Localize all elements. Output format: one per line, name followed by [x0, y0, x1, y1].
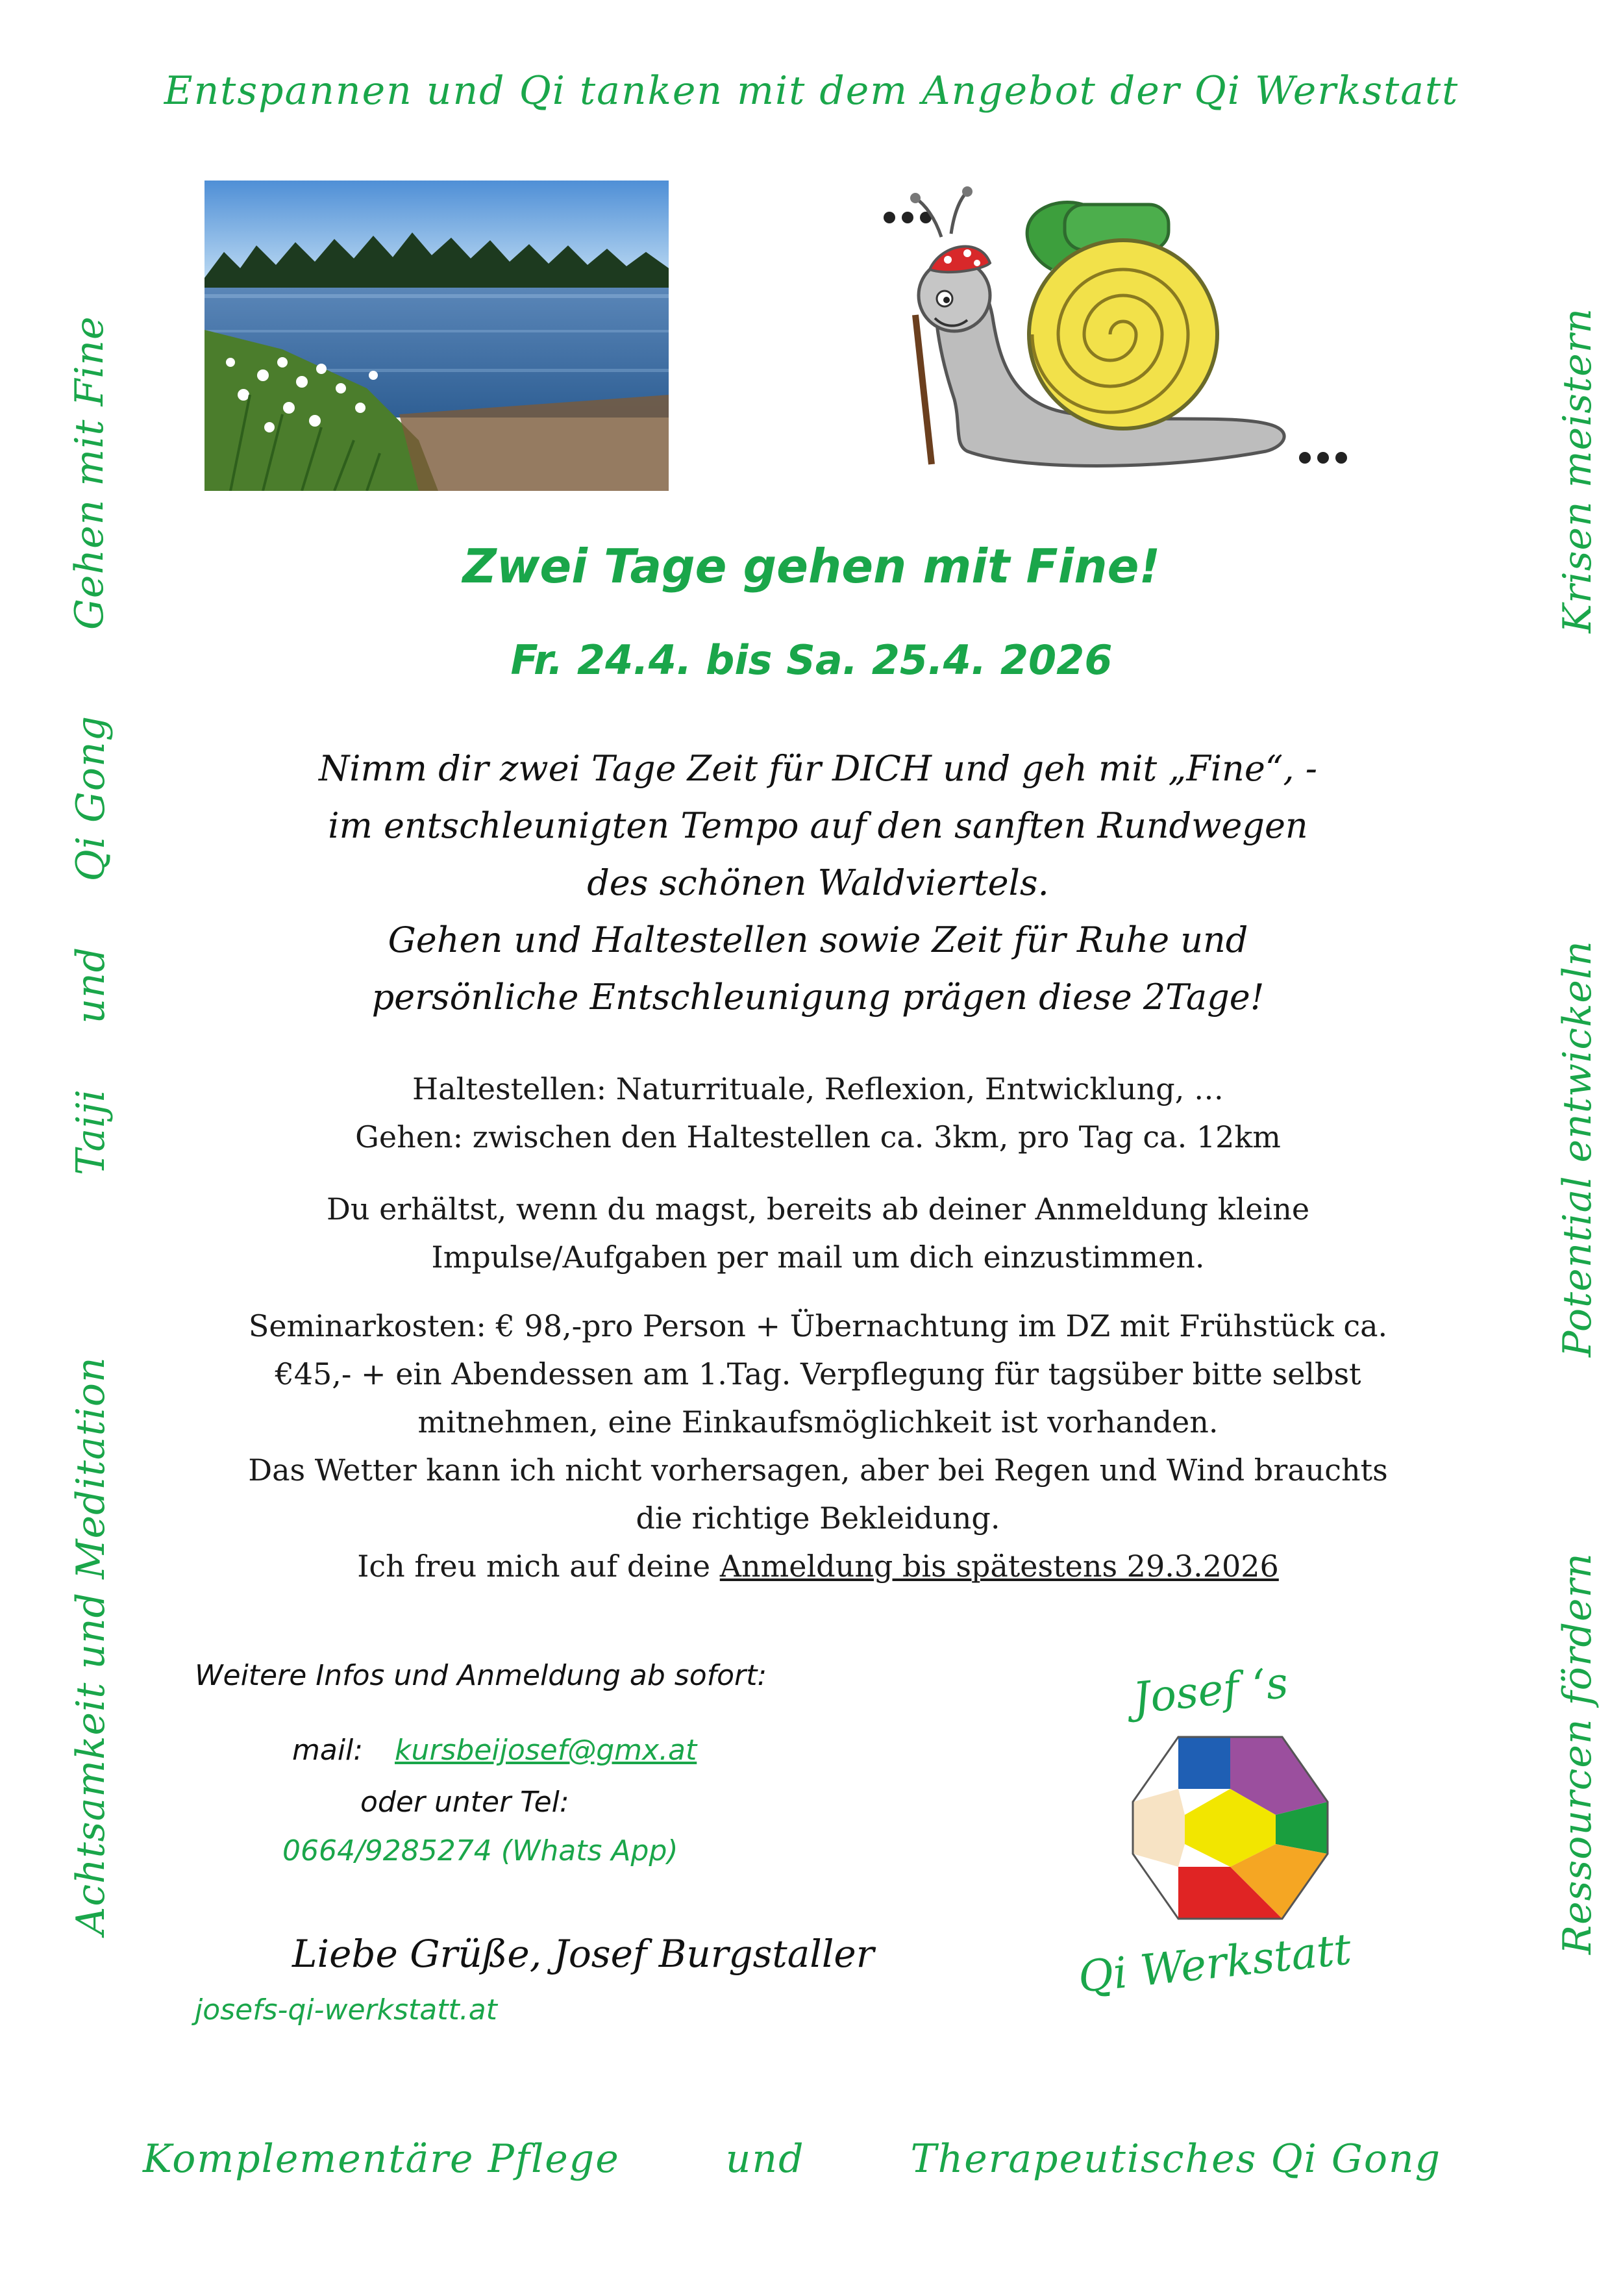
event-date: Fr. 24.4. bis Sa. 25.4. 2026 — [510, 636, 1113, 684]
details-kosten-1: Seminarkosten: € 98,-pro Person + Übernachtung im DZ mit Frühstück ca. — [248, 1308, 1388, 1343]
right-side-bottom: Ressourcen fördern — [1555, 1553, 1600, 1954]
intro-line-4: Gehen und Haltestellen sowie Zeit für Ruhe und — [388, 919, 1248, 960]
details-kosten-block — [182, 1302, 1454, 1590]
hex-segment-cream — [1133, 1789, 1185, 1867]
details-anmeldung-deadline: Anmeldung bis spätestens 29.3.2026 — [719, 1549, 1279, 1584]
intro-line-2: im entschleunigten Tempo auf den sanften Rundwegen — [328, 805, 1308, 846]
right-side-middle: Potential entwickeln — [1555, 940, 1600, 1357]
bottom-tagline-right: Therapeutisches Qi Gong — [910, 2136, 1441, 2182]
details-anmeldung-prefix: Ich freu mich auf deine — [357, 1549, 720, 1584]
bottom-tagline-middle: und — [725, 2136, 805, 2182]
details-haltestellen: Haltestellen: Naturrituale, Reflexion, Entwicklung, … — [412, 1071, 1224, 1106]
right-side-top: Krisen meistern — [1555, 307, 1600, 633]
greeting-signature: Liebe Grüße, Josef Burgstaller — [292, 1932, 874, 1976]
top-tagline: Entspannen und Qi tanken mit dem Angebot der Qi Werkstatt — [164, 68, 1459, 114]
event-title: Zwei Tage gehen mit Fine! — [462, 539, 1161, 593]
details-impulse-block — [182, 1185, 1454, 1281]
mail-label: mail: — [292, 1734, 364, 1767]
lake-photo — [204, 181, 669, 491]
intro-line-3: des schönen Waldviertels. — [587, 862, 1049, 903]
hexagon-logo-icon — [1126, 1730, 1334, 1925]
intro-line-5: persönliche Entschleunigung prägen diese 2Tage! — [371, 977, 1265, 1017]
details-kosten-3: mitnehmen, eine Einkaufsmöglichkeit ist vorhanden. — [417, 1404, 1219, 1440]
details-haltestellen-block — [182, 1065, 1454, 1161]
lake-photo-graphic — [204, 181, 669, 491]
details-wetter-1: Das Wetter kann ich nicht vorhersagen, aber bei Regen und Wind brauchts — [248, 1453, 1388, 1488]
left-side-top: Gehen mit Fine — [67, 316, 112, 630]
left-side-middle: Taiji und Qi Gong — [68, 715, 114, 1175]
tel-label: oder unter Tel: — [360, 1786, 569, 1819]
details-impulse-2: Impulse/Aufgaben per mail um dich einzustimmen. — [431, 1240, 1205, 1275]
snail-illustration — [870, 166, 1363, 497]
details-gehen: Gehen: zwischen den Haltestellen ca. 3km, pro Tag ca. 12km — [355, 1119, 1281, 1154]
bottom-tagline-left: Komplementäre Pflege — [143, 2136, 620, 2182]
logo-hexagon — [1126, 1730, 1334, 1925]
snail-graphic — [870, 166, 1363, 497]
intro-text — [182, 740, 1454, 1026]
details-wetter-2: die richtige Bekleidung. — [636, 1501, 1000, 1536]
details-anmeldung — [182, 1542, 1454, 1590]
contact-heading: Weitere Infos und Anmeldung ab sofort: — [195, 1659, 767, 1692]
bottom-tagline — [143, 2136, 1441, 2182]
left-side-bottom: Achtsamkeit und Meditation — [68, 1356, 114, 1935]
logo-bottom-text: Qi Werkstatt — [1076, 1924, 1354, 2003]
mail-link[interactable]: kursbeijosef@gmx.at — [395, 1734, 697, 1767]
intro-line-1: Nimm dir zwei Tage Zeit für DICH und geh mit „Fine“, - — [319, 748, 1317, 789]
details-kosten-2: €45,- + ein Abendessen am 1.Tag. Verpflegung für tagsüber bitte selbst — [275, 1356, 1361, 1391]
website-link[interactable]: josefs-qi-werkstatt.at — [195, 1993, 497, 2027]
details-impulse-1: Du erhältst, wenn du magst, bereits ab deiner Anmeldung kleine — [326, 1192, 1310, 1227]
tel-number[interactable]: 0664/9285274 (Whats App) — [282, 1834, 678, 1867]
logo-top-text: Josef ‘s — [1130, 1657, 1291, 1724]
